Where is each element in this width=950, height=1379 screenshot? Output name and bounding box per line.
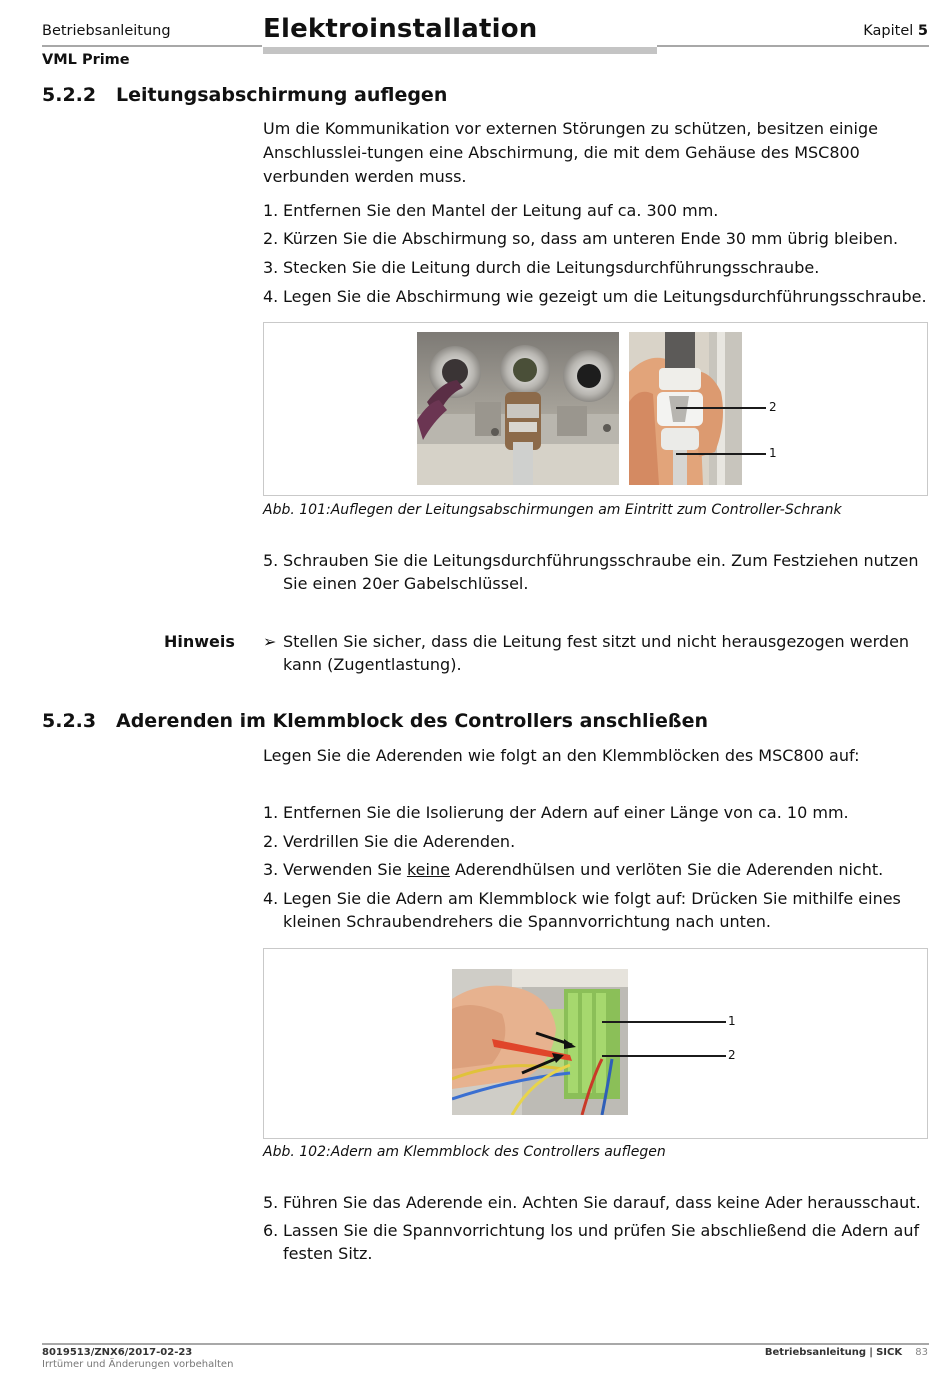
- figure-101-caption: Abb. 101:Auflegen der Leitungsabschirmungen am Eintritt zum Controller-Schrank: [263, 502, 842, 518]
- step-text: Schrauben Sie die Leitungsdurchführungsschraube ein. Zum Festziehen nutzen Sie einen 20er Gabelschlüssel.: [283, 551, 919, 593]
- note-label: Hinweis: [164, 632, 235, 651]
- footer-separator: |: [869, 1347, 873, 1358]
- step-number: 5.: [263, 1193, 279, 1212]
- step-522-5: [263, 549, 928, 595]
- step-523-6: [263, 1219, 928, 1265]
- step-number: 6.: [263, 1221, 279, 1240]
- step-523-1: [263, 801, 928, 824]
- step-523-3: [263, 858, 928, 881]
- step-number: 5.: [263, 551, 279, 570]
- step-number: 2.: [263, 229, 279, 248]
- step-text: Legen Sie die Adern am Klemmblock wie folgt auf: Drücken Sie mithilfe eines kleinen Schraubendrehers die Spannvorrichtung nach unten.: [283, 889, 901, 931]
- step-text: Entfernen Sie den Mantel der Leitung auf ca. 300 mm.: [283, 201, 719, 220]
- callout-number: 1: [728, 1014, 736, 1028]
- section-number-522: 5.2.2: [42, 84, 97, 106]
- step-text: Legen Sie die Abschirmung wie gezeigt um die Leitungsdurchführungsschraube.: [283, 287, 927, 306]
- header-doc-type: Betriebsanleitung: [42, 23, 171, 39]
- step-number: 4.: [263, 287, 279, 306]
- figure-102-frame: [263, 948, 928, 1139]
- step-522-4: [263, 285, 928, 308]
- step-522-2: [263, 227, 928, 250]
- step-text: Kürzen Sie die Abschirmung so, dass am unteren Ende 30 mm übrig bleiben.: [283, 229, 899, 248]
- step-text: Entfernen Sie die Isolierung der Adern auf einer Länge von ca. 10 mm.: [283, 803, 849, 822]
- step-522-3: [263, 256, 928, 279]
- page-number: 83: [915, 1347, 928, 1358]
- cable-gland-photo: [417, 332, 619, 485]
- step-523-4: [263, 887, 928, 933]
- step-text: Stecken Sie die Leitung durch die Leitungsdurchführungsschraube.: [283, 258, 820, 277]
- footer-brand: [765, 1347, 928, 1358]
- step-522-1: [263, 199, 928, 222]
- chapter-label: Kapitel: [863, 23, 914, 39]
- callout-number: 2: [728, 1048, 736, 1062]
- step-text: [283, 858, 928, 881]
- header-rule-left: [42, 45, 262, 47]
- footer-rule: [42, 1343, 929, 1345]
- shield-hand-photo: [629, 332, 742, 485]
- emphasis-keine: keine: [406, 860, 450, 879]
- step-number: 1.: [263, 201, 279, 220]
- step-523-2: [263, 830, 928, 853]
- callout-line-1: [602, 1021, 726, 1023]
- section-title-522: Leitungsabschirmung auflegen: [116, 84, 448, 106]
- callout-number: 1: [769, 446, 777, 460]
- step-text: Führen Sie das Aderende ein. Achten Sie darauf, dass keine Ader herausschaut.: [283, 1193, 921, 1212]
- footer-brand-name: SICK: [876, 1347, 903, 1358]
- page-title: Elektroinstallation: [263, 14, 538, 44]
- arrow-bullet-icon: ➢: [263, 632, 277, 651]
- chapter-number: 5: [917, 23, 928, 39]
- step-text: Verdrillen Sie die Aderenden.: [283, 832, 516, 851]
- callout-line-1: [676, 453, 766, 455]
- step-text: Lassen Sie die Spannvorrichtung los und prüfen Sie abschließend die Adern auf festen Sitz.: [283, 1221, 920, 1263]
- terminal-block-photo: [452, 969, 628, 1115]
- footer-doc-type: Betriebsanleitung: [764, 1347, 867, 1358]
- step-523-5: [263, 1191, 928, 1214]
- footer-disclaimer: Irrtümer und Änderungen vorbehalten: [42, 1359, 234, 1370]
- section-number-523: 5.2.3: [42, 710, 97, 732]
- figure-101-frame: [263, 322, 928, 496]
- note-item: [263, 630, 928, 676]
- section-title-523: Aderenden im Klemmblock des Controllers anschließen: [116, 710, 709, 732]
- step-number: 3.: [263, 860, 279, 879]
- figure-102-caption: Abb. 102:Adern am Klemmblock des Controllers auflegen: [263, 1144, 666, 1160]
- callout-line-2: [602, 1055, 726, 1057]
- callout-number: 2: [769, 400, 777, 414]
- step-text-pre: Verwenden Sie: [283, 860, 407, 879]
- section-523-intro: Legen Sie die Aderenden wie folgt an den Klemmblöcken des MSC800 auf:: [263, 746, 860, 765]
- header-product: VML Prime: [42, 52, 130, 68]
- footer-doc-id: 8019513/ZNX6/2017-02-23: [42, 1347, 193, 1358]
- section-522-intro: Um die Kommunikation vor externen Störungen zu schützen, besitzen einige Anschlusslei-tungen eine Abschirmung, die mit dem Gehäuse des MSC800 verbunden werden muss.: [263, 119, 878, 186]
- header-rule-title: [263, 47, 657, 54]
- step-number: 3.: [263, 258, 279, 277]
- step-number: 1.: [263, 803, 279, 822]
- step-number: 2.: [263, 832, 279, 851]
- step-number: 4.: [263, 889, 279, 908]
- header-chapter: [863, 23, 928, 39]
- header-rule-right: [657, 45, 929, 47]
- callout-line-2: [676, 407, 766, 409]
- step-text-post: Aderendhülsen und verlöten Sie die Aderenden nicht.: [449, 860, 884, 879]
- note-text: Stellen Sie sicher, dass die Leitung fest sitzt und nicht herausgezogen werden kann (Zugentlastung).: [283, 632, 910, 674]
